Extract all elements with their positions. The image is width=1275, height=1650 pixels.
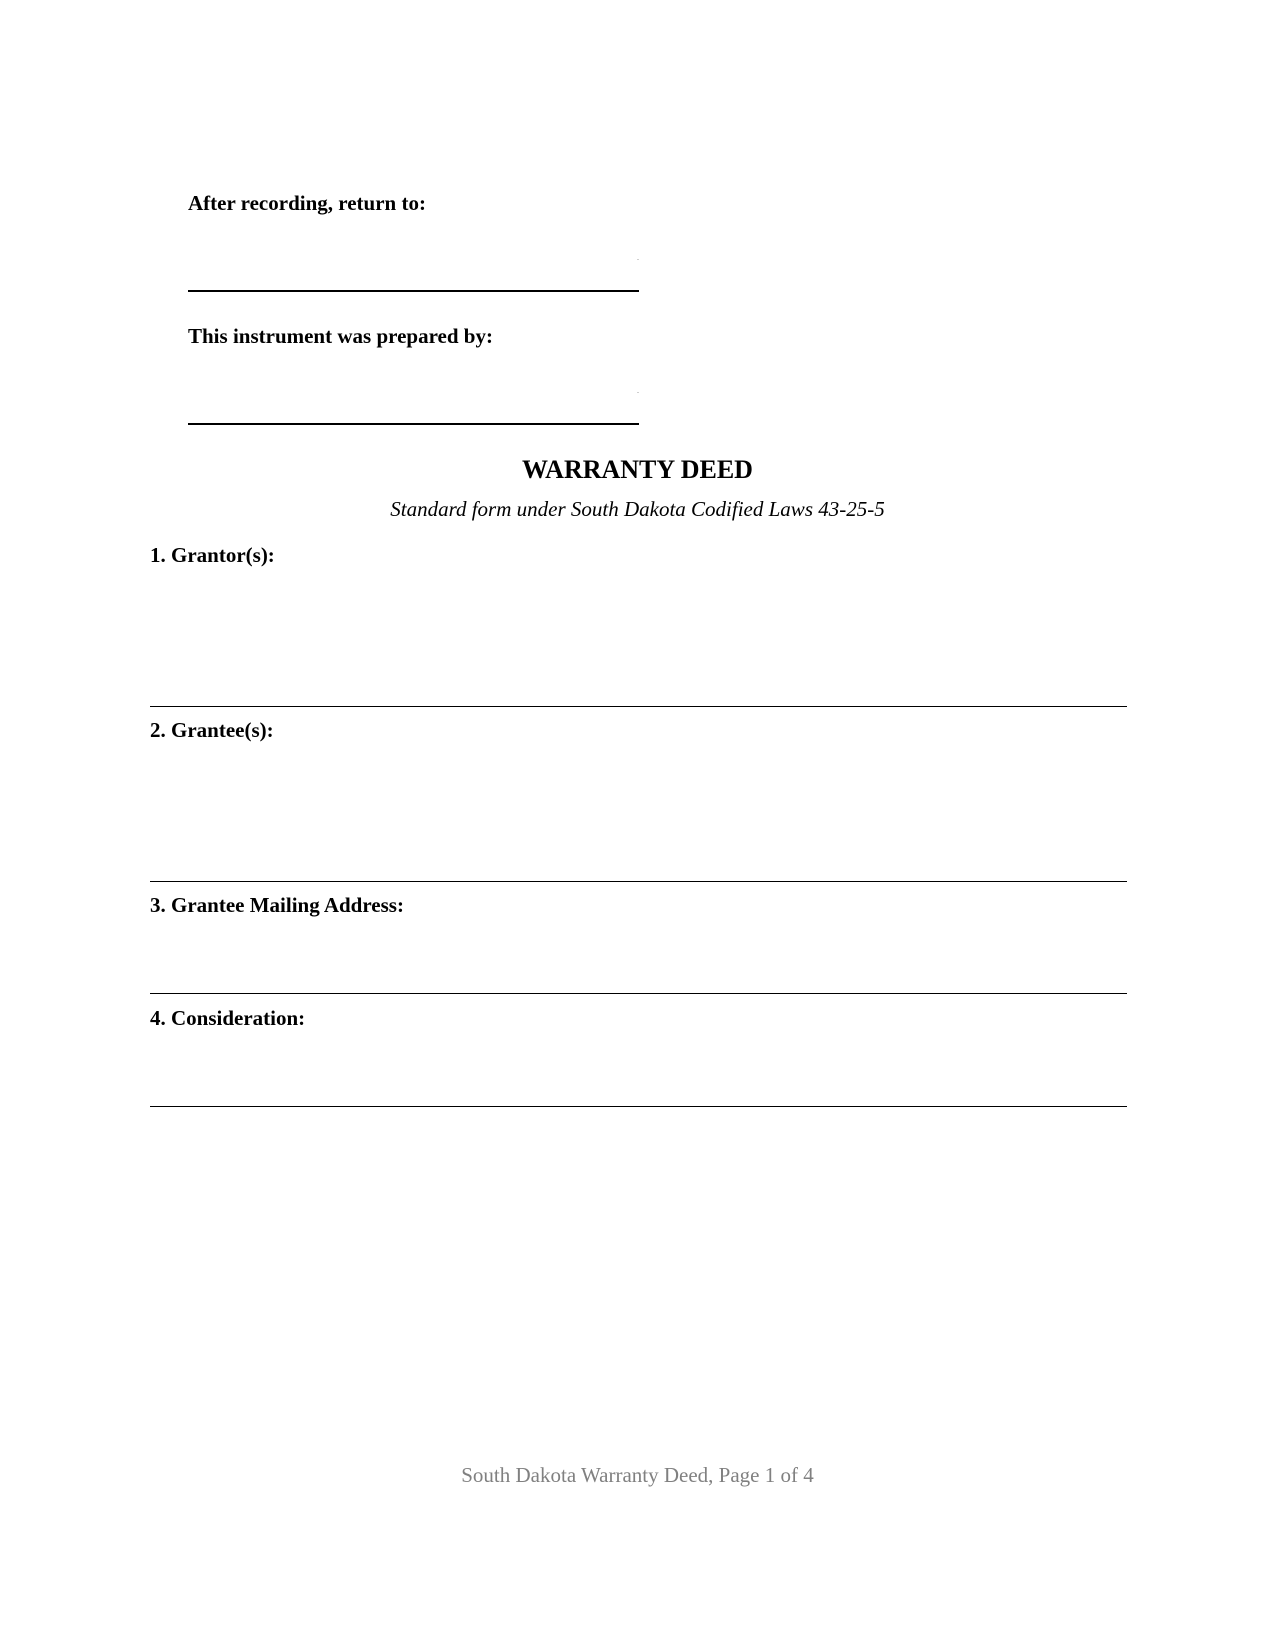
mailing-address-label: 3. Grantee Mailing Address: <box>150 893 404 917</box>
field-marker <box>637 259 639 260</box>
grantee-label: 2. Grantee(s): <box>150 718 274 742</box>
consideration-field[interactable] <box>150 1106 1127 1107</box>
prepared-by-field[interactable] <box>188 423 639 425</box>
grantee-field[interactable] <box>150 881 1127 882</box>
grantor-label: 1. Grantor(s): <box>150 543 275 567</box>
return-to-field[interactable] <box>188 290 639 292</box>
document-subtitle: Standard form under South Dakota Codified Laws 43-25-5 <box>390 497 885 521</box>
return-to-label: After recording, return to: <box>188 191 426 215</box>
consideration-label: 4. Consideration: <box>150 1006 306 1030</box>
field-marker <box>637 392 639 393</box>
mailing-address-field[interactable] <box>150 993 1127 994</box>
grantor-field[interactable] <box>150 706 1127 707</box>
prepared-by-label: This instrument was prepared by: <box>188 324 493 348</box>
page-footer: South Dakota Warranty Deed, Page 1 of 4 <box>461 1463 814 1487</box>
document-title: WARRANTY DEED <box>522 455 753 484</box>
